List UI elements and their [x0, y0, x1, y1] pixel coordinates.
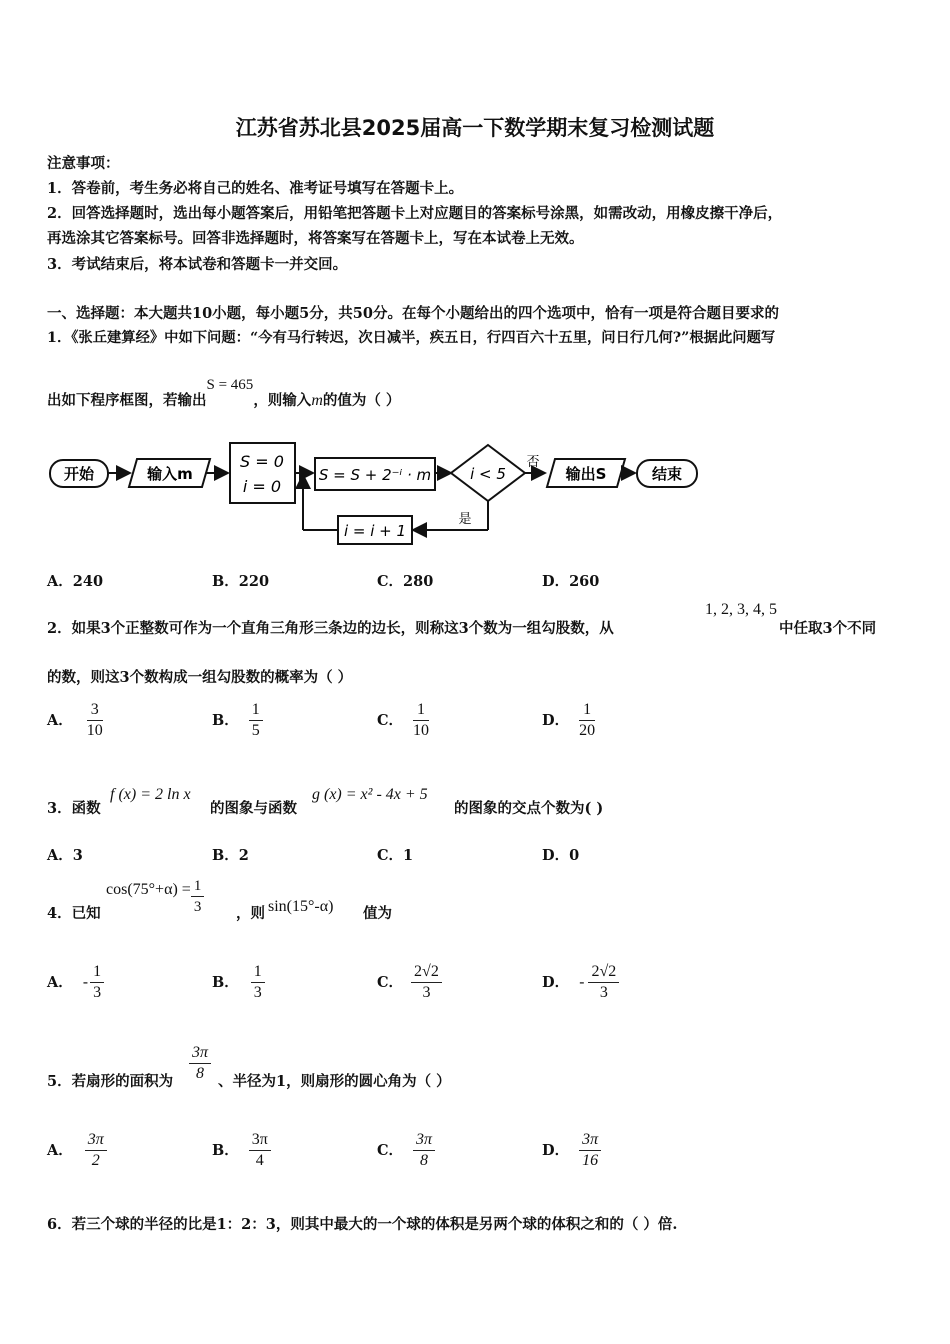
q3-option-c[interactable]: C．1	[377, 847, 414, 864]
q5-option-c[interactable]: C． $\frac{3\pi}{8}$	[377, 1130, 435, 1171]
question-2-text-b: 中任取3个不同	[779, 620, 877, 637]
question-2-text: 2．如果3个正整数可作为一个直角三角形三条边的边长，则称这3个数为一组勾股数，从	[47, 620, 614, 637]
q3-func-f: f (x) = 2 ln x	[110, 786, 191, 803]
q4-cos-expr: cos(75°+α) = $\frac{1}{3}$	[106, 876, 204, 917]
question-1-text: 1．《张丘建算经》中如下问题：“今有马行转迟，次日减半，疾五日，行四百六十五里，问日行几何?”根据此问题写	[47, 330, 776, 346]
q1-option-b[interactable]: B．220	[212, 573, 270, 590]
question-4-post: 值为	[363, 905, 392, 922]
q2-option-a[interactable]: A． $\frac{3}{10}$	[47, 701, 103, 739]
q1-text-b: ，则输入	[253, 392, 312, 409]
notice-item: 1．答卷前，考生务必将自己的姓名、准考证号填写在答题卡上。	[47, 180, 464, 197]
flow-init-s: S = 0	[240, 452, 284, 471]
q3-option-b[interactable]: B．2	[212, 847, 249, 864]
question-2-line2: 的数，则这3个数构成一组勾股数的概率为（ ）	[47, 669, 353, 686]
flow-update-label: S = S + 2⁻ⁱ · m	[318, 466, 432, 484]
q1-text-c: 的值为（ ）	[322, 392, 401, 409]
q2-option-c[interactable]: C． $\frac{1}{10}$	[377, 701, 430, 739]
flow-no-label: 否	[526, 455, 540, 470]
q1-option-a[interactable]: A．240	[47, 573, 104, 590]
q5-option-b[interactable]: B． $\frac{3\pi}{4}$	[212, 1130, 271, 1171]
question-1-line2	[47, 373, 401, 409]
q1-var-m: m	[311, 392, 323, 409]
q4-option-b[interactable]: B． $\frac{1}{3}$	[212, 962, 265, 1003]
q4-option-a[interactable]: A． - $\frac{1}{3}$	[47, 962, 104, 1003]
section-heading: 一、选择题：本大题共10小题，每小题5分，共50分。在每个小题给出的四个选项中，恰有一项是符合题目要求的	[47, 305, 779, 322]
flow-init-i: i = 0	[242, 477, 282, 496]
notice-item: 再选涂其它答案标号。回答非选择题时，将答案写在答题卡上，写在本试卷上无效。	[47, 230, 584, 247]
page-title: 江苏省苏北县2025届高一下数学期末复习检测试题	[235, 116, 715, 140]
flow-input-label: 输入m	[147, 465, 193, 483]
notice-heading: 注意事项：	[47, 155, 120, 172]
q2-option-b[interactable]: B． $\frac{1}{5}$	[212, 700, 263, 741]
question-4-pre: 4．已知	[47, 905, 101, 922]
question-3-pre: 3．函数	[47, 800, 101, 817]
q2-option-d[interactable]: D． $\frac{1}{20}$	[542, 701, 596, 739]
q3-option-d[interactable]: D．0	[542, 847, 580, 864]
question-5-pre: 5．若扇形的面积为	[47, 1073, 174, 1090]
q3-func-g: g (x) = x² - 4x + 5	[312, 786, 428, 803]
flow-end-label: 结束	[651, 465, 683, 483]
flowchart	[45, 430, 710, 555]
flow-incr-label: i = i + 1	[343, 522, 407, 540]
q4-option-d[interactable]: D． - $\frac{2√2}{3}$	[542, 962, 619, 1003]
question-3-post: 的图象的交点个数为( )	[454, 800, 604, 817]
q1-option-c[interactable]: C．280	[377, 573, 434, 590]
question-6-text: 6．若三个球的半径的比是1：2：3，则其中最大的一个球的体积是另两个球的体积之和的（ ）倍.	[47, 1216, 678, 1233]
flow-yes-label: 是	[458, 512, 472, 527]
question-4-mid: ，则	[236, 905, 265, 922]
flow-start-label: 开始	[63, 465, 95, 483]
q4-sin-expr: sin(15°-α)	[268, 898, 334, 915]
q4-option-c[interactable]: C． $\frac{2√2}{3}$	[377, 962, 442, 1003]
question-3-mid: 的图象与函数	[210, 800, 297, 817]
q2-set: 1, 2, 3, 4, 5	[705, 601, 777, 618]
question-5-post: 、半径为1，则扇形的圆心角为（ ）	[218, 1073, 451, 1090]
q3-option-a[interactable]: A．3	[47, 847, 83, 864]
q5-area-frac: $\frac{3\pi}{8}$	[189, 1043, 211, 1084]
q5-option-d[interactable]: D． $\frac{3\pi}{16}$	[542, 1130, 601, 1171]
notice-item: 3．考试结束后，将本试卷和答题卡一并交回。	[47, 256, 348, 273]
q1-output-value: S = 465	[206, 377, 254, 393]
flow-decision-label: i < 5	[470, 465, 506, 483]
q1-text-a: 出如下程序框图，若输出	[47, 392, 207, 409]
q1-option-d[interactable]: D．260	[542, 573, 600, 590]
q5-option-a[interactable]: A． $\frac{3\pi}{2}$	[47, 1130, 107, 1171]
flow-output-label: 输出S	[565, 465, 607, 483]
notice-item: 2．回答选择题时，选出每小题答案后，用铅笔把答题卡上对应题目的答案标号涂黑，如需改动，用橡皮擦干净后，	[47, 205, 783, 222]
